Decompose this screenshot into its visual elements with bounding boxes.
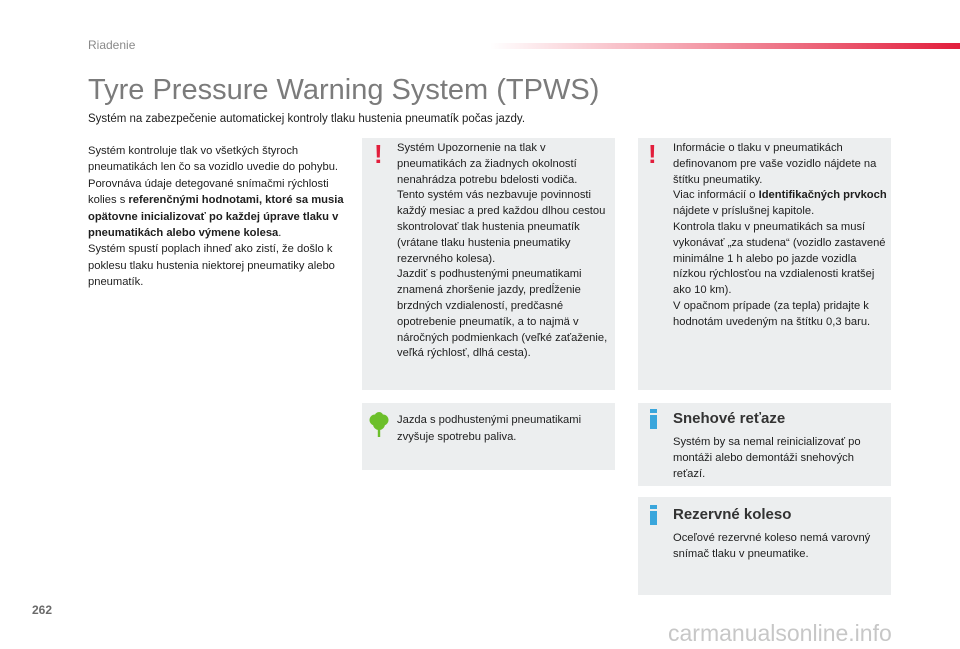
leaf-icon <box>369 412 389 438</box>
emphasis-text: Identifikačných prvkoch <box>758 189 887 202</box>
warning-box-pressure <box>362 138 615 390</box>
exclamation-icon: ! <box>374 139 383 169</box>
intro-text: Systém na zabezpečenie automatickej kontroly tlaku hustenia pneumatík počas jazdy. <box>88 113 526 125</box>
page-title: Tyre Pressure Warning System (TPWS) <box>88 74 600 106</box>
main-description <box>88 143 350 291</box>
info-icon <box>650 505 657 525</box>
snow-chains-text: Systém by sa nemal reinicializovať po montáži alebo demontáži snehových reťazí. <box>673 436 861 480</box>
description-paragraph: Systém spustí poplach ihneď ako zistí, že došlo k poklesu tlaku hustenia niektorej pneumatiky alebo pneumatík. <box>88 243 335 289</box>
eco-tip-text: Jazda s podhustenými pneumatikami zvyšuje spotrebu paliva. <box>397 414 582 443</box>
description-paragraph: Systém kontroluje tlak vo všetkých štyroch pneumatikách len čo sa vozidlo uvedie do pohybu. <box>88 145 339 174</box>
page-number: 262 <box>32 603 53 617</box>
snow-chains-box <box>638 403 891 486</box>
warning-text: Systém Upozornenie na tlak v pneumatikách za žiadnych okolností nenahrádza potrebu bdelosti vodiča. Tento systém vás nezbavuje povinnosti každý mesiac a pred každou dlhou cestou skontrolovať tlak hustenia pneumatík (vrátane tlaku hustenia pneumatiky rezervného kolesa). Jazdiť s podhustenými pneumatikami znamená zhoršenie jazdy, predĺženie brzdných vzdialeností, predčasné opotrebenie pneumatík, a to najmä v náročných podmienkach (veľké zaťaženie, veľká rýchlosť, dlhá cesta). <box>397 142 608 360</box>
snow-chains-title: Snehové reťaze <box>673 410 786 427</box>
spare-wheel-text: Oceľové rezervné koleso nemá varovný snímač tlaku v pneumatike. <box>673 532 871 560</box>
warning-text: Informácie o tlaku v pneumatikách definovanom pre vaše vozidlo nájdete na štítku pneumatiky. Viac informácií o Identifikačných prvkoch nájdete v príslušnej kapitole. Kontrola tlaku v pneumatikách sa musí vykonávať „za studena“ (vozidlo zastavené minimálne 1 h alebo po jazde vozidla nízkou rýchlosťou na vzdialenosti kratšej ako 10 km). V opačnom prípade (za tepla) pridajte k hodnotám uvedeným na štítku 0,3 baru. <box>673 142 887 328</box>
spare-wheel-box <box>638 497 891 595</box>
exclamation-icon: ! <box>648 139 657 169</box>
info-icon <box>650 409 657 429</box>
emphasis-text: referenčnými hodnotami, ktoré sa musia opätovne inicializovať po každej úprave tlaku v pneumatikách alebo výmene kolesa <box>88 194 344 240</box>
spare-wheel-title: Rezervné koleso <box>673 506 792 523</box>
warning-box-info <box>638 138 891 390</box>
eco-tip-box <box>362 403 615 470</box>
section-label: Riadenie <box>88 38 136 52</box>
watermark: carmanualsonline.info <box>668 620 892 646</box>
description-paragraph: Porovnáva údaje detegované snímačmi rýchlosti kolies s referenčnými hodnotami, ktoré sa musia opätovne inicializovať po každej úprave tlaku v pneumatikách alebo výmene kolesa. <box>88 177 344 240</box>
header-accent-bar <box>490 43 960 49</box>
